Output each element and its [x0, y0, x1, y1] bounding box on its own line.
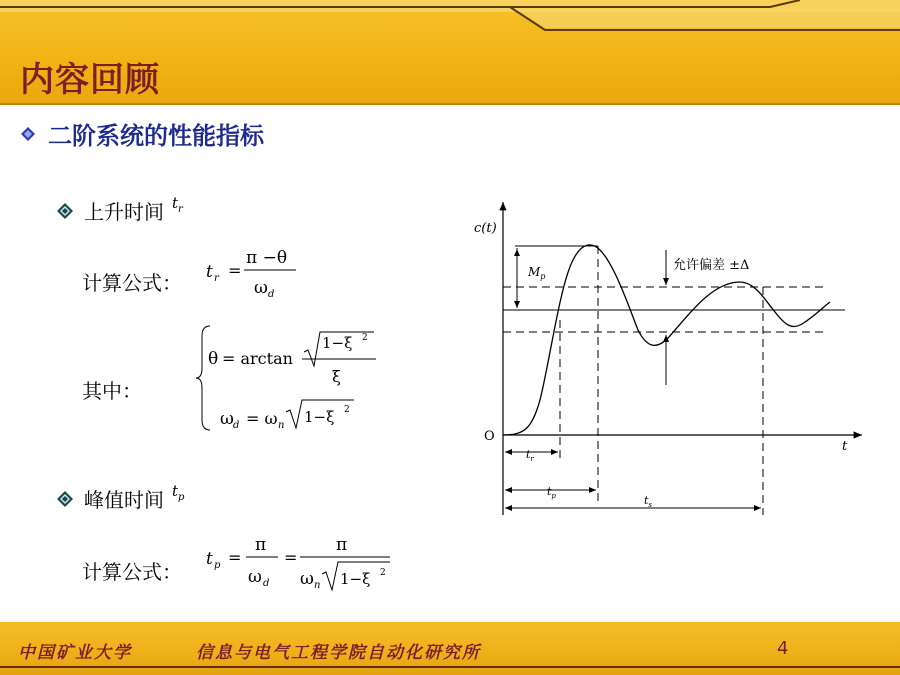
section-title: 二阶系统的性能指标: [48, 122, 264, 150]
page-number: 4: [777, 638, 789, 659]
mp-label: $M_p$: [528, 265, 546, 281]
svg-text:t: t: [206, 262, 213, 282]
svg-text:n: n: [314, 580, 321, 591]
where-formulas: [196, 322, 386, 434]
x-axis-label: t: [842, 439, 848, 454]
rise-formula-label: 计算公式：: [82, 271, 182, 295]
svg-text:ξ: ξ: [332, 367, 341, 386]
svg-text:1−ξ: 1−ξ: [304, 408, 335, 426]
svg-text:π: π: [255, 535, 267, 555]
peak-time-item: [56, 484, 184, 513]
y-axis-label: c(t): [474, 221, 497, 236]
footer-divider: [0, 666, 900, 668]
svg-text:1−ξ: 1−ξ: [340, 570, 371, 588]
rise-time-formula: [204, 243, 304, 308]
svg-text:p: p: [214, 560, 221, 571]
peak-formula-label: 计算公式：: [82, 560, 182, 584]
svg-text:θ: θ: [208, 349, 219, 369]
rise-fraction: [204, 243, 304, 303]
svg-text:r: r: [214, 273, 219, 284]
peak-time-symbol: $t_p$: [172, 482, 185, 503]
svg-text:1−ξ: 1−ξ: [322, 334, 353, 352]
diamond-bullet-icon: [56, 490, 74, 508]
svg-text:=: =: [228, 261, 242, 280]
svg-text:n: n: [278, 420, 285, 431]
peak-time-formula: [204, 530, 404, 596]
peak-time-label: 峰值时间: [84, 488, 164, 512]
header-divider: [0, 103, 900, 105]
section-heading: [20, 116, 264, 151]
diamond-bullet-icon: [20, 126, 36, 142]
svg-text:=: =: [284, 548, 298, 567]
slide-title: 内容回顾: [20, 60, 160, 100]
svg-text:d: d: [263, 578, 270, 589]
svg-text:= ω: = ω: [246, 409, 278, 428]
svg-text:2: 2: [380, 568, 386, 578]
step-response-diagram: [470, 190, 870, 520]
svg-text:2: 2: [344, 405, 350, 415]
footer-university: 中国矿业大学: [18, 643, 132, 663]
rise-time-item: [56, 196, 183, 225]
svg-text:π: π: [336, 535, 348, 555]
svg-text:ω: ω: [248, 567, 262, 587]
svg-text:ω: ω: [254, 278, 268, 298]
footer-bar: [0, 622, 900, 675]
tr-label: $t_r$: [526, 448, 534, 463]
svg-text:=: =: [228, 548, 242, 567]
where-label: 其中：: [82, 379, 142, 403]
tolerance-label: 允许偏差 ±Δ: [673, 258, 750, 273]
tp-label: $t_p$: [547, 485, 556, 500]
svg-text:ω: ω: [220, 409, 234, 429]
origin-label: O: [484, 429, 495, 444]
rise-time-symbol: $t_r$: [172, 194, 183, 215]
svg-text:d: d: [268, 289, 275, 300]
footer-institute: 信息与电气工程学院自动化研究所: [196, 643, 481, 663]
ts-label: $t_s$: [644, 494, 653, 509]
svg-text:d: d: [233, 420, 240, 431]
rise-time-label: 上升时间: [84, 200, 164, 224]
svg-text:ω: ω: [300, 569, 314, 589]
svg-text:= arctan: = arctan: [222, 349, 293, 368]
svg-text:π −θ: π −θ: [246, 248, 288, 268]
svg-text:t: t: [206, 549, 213, 569]
svg-text:2: 2: [362, 333, 368, 343]
diamond-bullet-icon: [56, 202, 74, 220]
